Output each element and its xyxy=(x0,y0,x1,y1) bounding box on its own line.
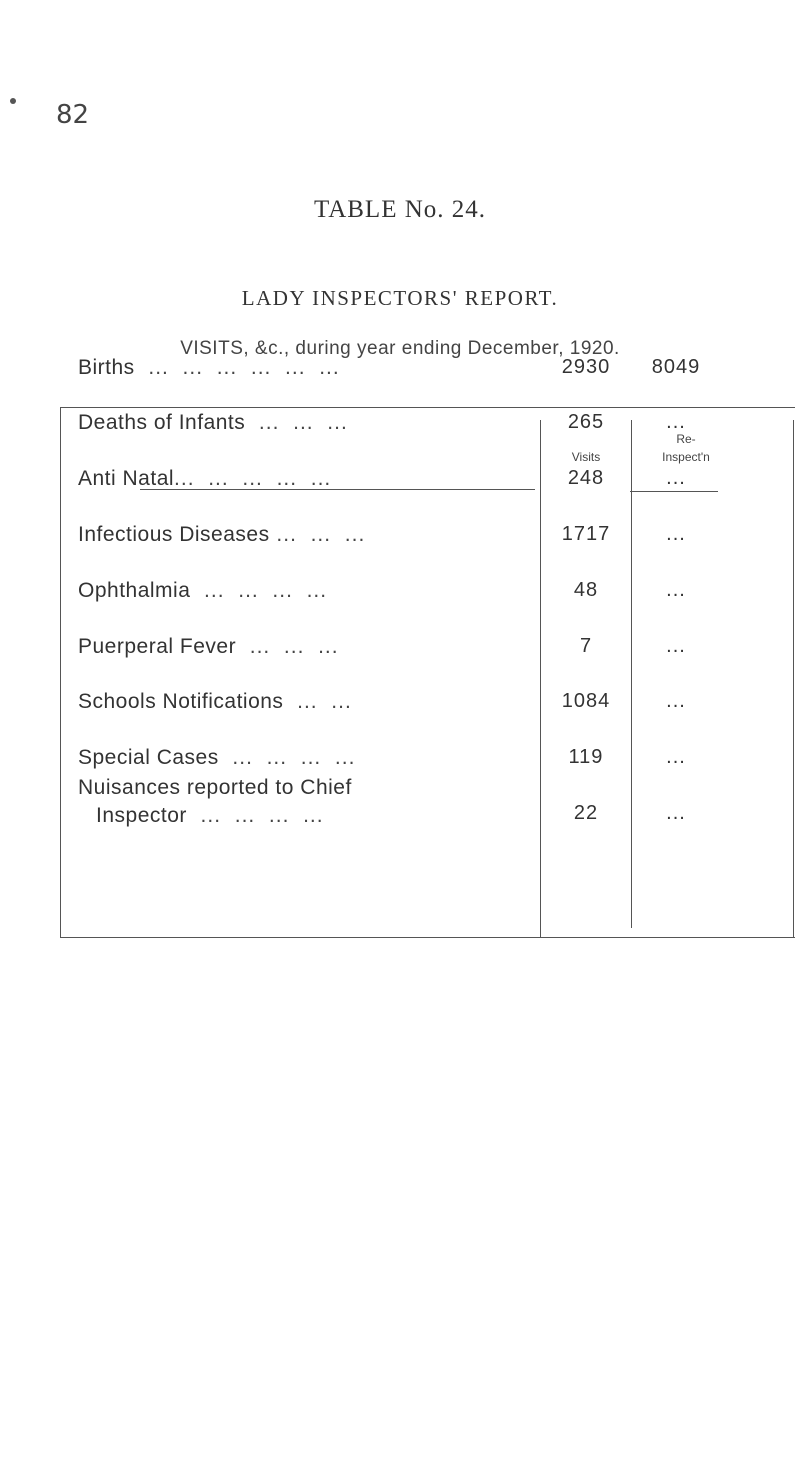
row-label-text: Anti Natal xyxy=(78,467,175,490)
visits-value: 22 xyxy=(573,802,599,824)
reinspect-value: ... xyxy=(666,802,686,824)
reinspect-value: ... xyxy=(666,690,686,712)
column-header-visits: Visits xyxy=(571,450,601,464)
row-label xyxy=(78,746,540,770)
dot-leader: ... ... ... ... ... ... xyxy=(134,356,340,379)
row-label xyxy=(78,579,540,603)
visits-value: 265 xyxy=(567,411,605,433)
row-label-text: Puerperal Fever xyxy=(78,635,237,658)
row-label-text: Deaths of Infants xyxy=(78,411,246,434)
visits-column-divider xyxy=(540,420,541,937)
row-label-text: Infectious Diseases xyxy=(78,523,270,546)
page-number: 82 xyxy=(56,100,90,130)
dot-leader: ... ... ... ... xyxy=(186,804,324,827)
table-bottom-rule xyxy=(60,937,795,938)
reinspect-value: ... xyxy=(666,523,686,545)
row-label xyxy=(78,690,540,714)
visits-value: 7 xyxy=(579,635,593,657)
dot-leader: ... ... ... xyxy=(236,635,339,658)
reinspect-value: ... xyxy=(666,635,686,657)
bullet-mark xyxy=(10,98,16,104)
row-label-text: Nuisances reported to Chief xyxy=(78,776,352,799)
table-right-border xyxy=(793,420,794,937)
column-header-reinspect-line1: Re- xyxy=(676,432,696,446)
column-header-reinspect xyxy=(631,430,741,466)
row-label xyxy=(78,523,540,547)
reinspect-value: ... xyxy=(666,411,686,433)
dot-leader: ... ... ... xyxy=(245,411,348,434)
dot-leader: ... ... ... ... ... xyxy=(174,467,332,490)
reinspect-value: ... xyxy=(666,467,686,489)
row-label xyxy=(78,411,540,435)
dot-leader: ... ... xyxy=(283,690,352,713)
visits-value: 119 xyxy=(568,746,604,768)
row-label-text: Ophthalmia xyxy=(78,579,191,602)
row-label xyxy=(78,467,540,491)
reinspect-value: ... xyxy=(666,579,686,601)
visits-value: 48 xyxy=(573,579,599,601)
column-header-reinspect-line2: Inspect'n xyxy=(662,450,710,464)
table-top-rule xyxy=(60,407,795,408)
reinspect-column-divider xyxy=(631,420,632,928)
row-label xyxy=(78,774,540,830)
row-label xyxy=(78,635,540,659)
dot-leader: ... ... ... xyxy=(269,523,366,546)
dot-leader: ... ... ... ... xyxy=(218,746,356,769)
visits-value: 1717 xyxy=(561,523,611,545)
table-title: TABLE No. 24. xyxy=(313,196,487,223)
row-label xyxy=(78,356,540,380)
table-left-border xyxy=(60,407,61,938)
row-label-text: Births xyxy=(78,356,135,379)
row-label-text: Special Cases xyxy=(78,746,219,769)
report-caption: VISITS, &c., during year ending December, 1920. xyxy=(180,338,620,359)
visits-value: 248 xyxy=(567,467,605,489)
report-subtitle: LADY INSPECTORS' REPORT. xyxy=(241,286,559,310)
row-label-text-continued: Inspector ... ... ... ... xyxy=(96,804,324,827)
dot-leader: ... ... ... ... xyxy=(190,579,328,602)
reinspect-value: ... xyxy=(666,746,686,768)
visits-value: 1084 xyxy=(561,690,611,712)
header-rule-right xyxy=(630,491,718,492)
row-label-text: Schools Notifications xyxy=(78,690,284,713)
visits-value: 2930 xyxy=(561,356,611,378)
reinspect-value: 8049 xyxy=(651,356,701,378)
